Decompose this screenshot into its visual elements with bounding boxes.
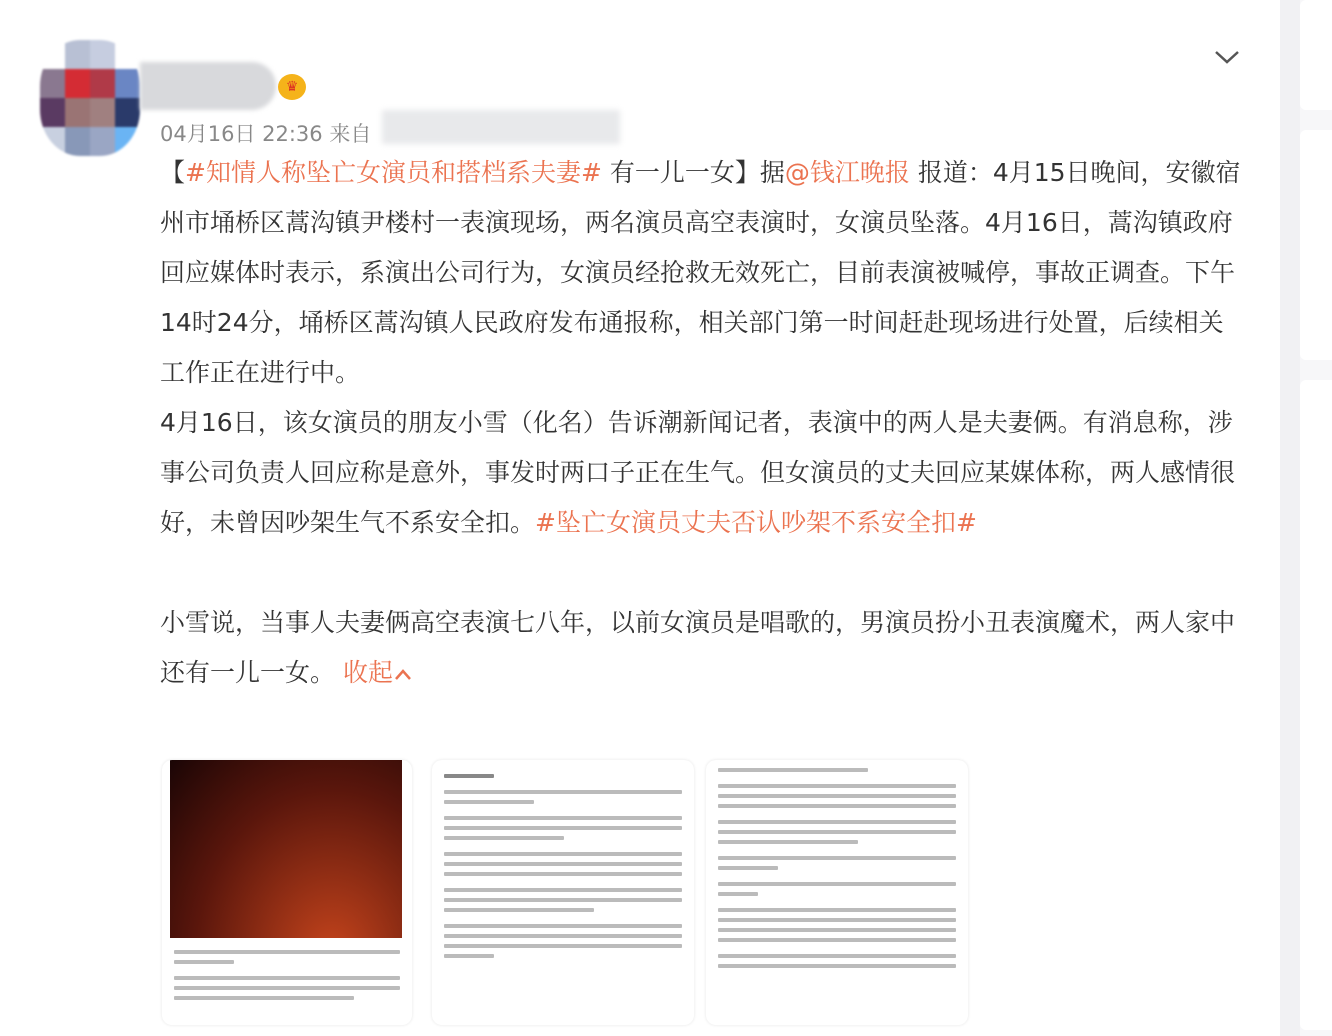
side-card <box>1300 380 1332 1030</box>
hashtag-link[interactable]: #坠亡女演员丈夫否认吵架不系安全扣# <box>535 508 977 537</box>
chevron-down-icon[interactable] <box>1212 44 1242 70</box>
post-meta <box>160 118 371 148</box>
image-thumbnail[interactable] <box>162 760 412 1025</box>
source-blurred <box>382 110 620 144</box>
image-thumbnail[interactable] <box>706 760 968 1025</box>
mention-link[interactable]: @钱江晚报 <box>784 158 910 187</box>
avatar[interactable] <box>40 40 140 156</box>
source-label: 来自 <box>329 122 372 146</box>
hashtag-link[interactable]: #知情人称坠亡女演员和搭档系夫妻# <box>185 158 602 187</box>
username-blurred[interactable] <box>140 62 276 110</box>
image-thumbnail[interactable] <box>432 760 694 1025</box>
chevron-up-icon <box>393 658 413 687</box>
side-card <box>1300 130 1332 360</box>
post-content <box>160 148 1245 698</box>
paragraph-1: 【#知情人称坠亡女演员和搭档系夫妻# 有一儿一女】据@钱江晚报 报道：4月15日晚间，安徽宿州市埇桥区蒿沟镇尹楼村一表演现场，两名演员高空表演时，女演员坠落。4月16日，蒿沟镇政府回应媒体时表示，系演出公司行为，女演员经抢救无效死亡，目前表演被喊停，事故正调查。下午14时24分，埇桥区蒿沟镇人民政府发布通报称，相关部门第一时间赶赴现场进行处置，后续相关工作正在进行中。 <box>160 158 1241 387</box>
paragraph-3: 小雪说，当事人夫妻俩高空表演七八年，以前女演员是唱歌的，男演员扮小丑表演魔术，两人家中还有一儿一女。 收起 <box>160 608 1236 687</box>
paragraph-2: 4月16日，该女演员的朋友小雪（化名）告诉潮新闻记者，表演中的两人是夫妻俩。有消息称，涉事公司负责人回应称是意外，事发时两口子正在生气。但女演员的丈夫回应某媒体称，两人感情很好，未曾因吵架生气不系安全扣。#坠亡女演员丈夫否认吵架不系安全扣# <box>160 408 1236 537</box>
timestamp[interactable]: 04月16日 22:36 <box>160 122 323 146</box>
collapse-button[interactable]: 收起 <box>343 658 413 687</box>
scrollbar-track[interactable] <box>1280 0 1300 1036</box>
vip-crown-icon: ♛ <box>278 74 306 100</box>
performance-photo <box>170 760 402 938</box>
side-card <box>1300 0 1332 110</box>
